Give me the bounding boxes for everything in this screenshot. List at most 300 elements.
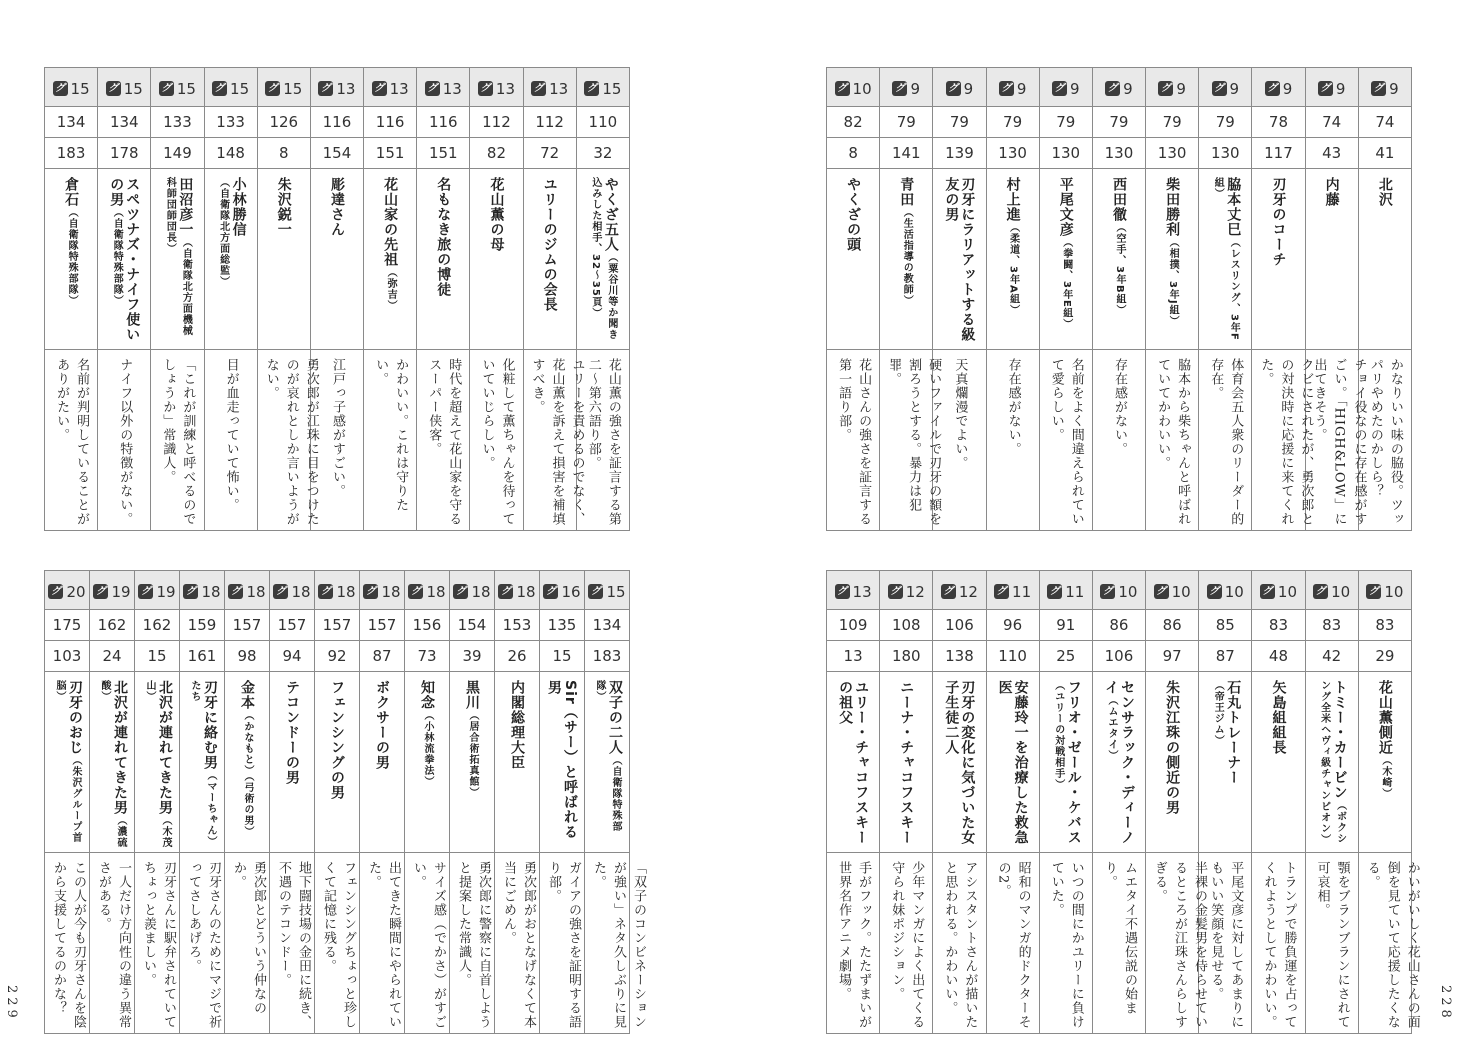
episode-cell: 87: [1199, 641, 1252, 672]
episode-cell: 25: [1039, 641, 1092, 672]
character-name-text: 村上進: [1004, 177, 1021, 222]
character-name-text: 刃牙の変化に気づいた女子生徒二人: [943, 680, 976, 845]
character-name-cell: [880, 672, 933, 853]
character-name-text: 安藤玲一を治療した救急医: [996, 680, 1029, 845]
comment-cell: [90, 853, 135, 1034]
comment-cell: [1039, 350, 1092, 531]
page-cell: 157: [270, 610, 315, 641]
character-name: [939, 169, 979, 349]
volume-number: 16: [561, 582, 581, 601]
character-note: （帝王ジム）: [1212, 680, 1224, 746]
volume-icon: グ: [318, 81, 333, 96]
character-name: [1266, 672, 1290, 759]
comment-text: 出てきた瞬間にやられていた。: [366, 861, 401, 1029]
volume-icon: グ: [888, 584, 903, 599]
volume-number: 18: [426, 582, 446, 601]
character-name-cell: [1252, 672, 1305, 853]
name-row: [827, 672, 1412, 853]
episode-cell: 130: [1092, 138, 1145, 169]
volume-icon: グ: [48, 584, 63, 599]
character-name-cell: [450, 672, 495, 853]
page-cell: 134: [585, 610, 630, 641]
character-name-text: 刃牙のおじ: [67, 680, 83, 755]
page-cell: 135: [540, 610, 585, 641]
volume-number: 19: [156, 582, 176, 601]
comment-cell: [204, 350, 257, 531]
episode-cell: 15: [135, 641, 180, 672]
comment-row: [827, 853, 1412, 1034]
volume-label: [1212, 80, 1240, 98]
page-cell: 83: [1252, 610, 1305, 641]
volume-label: [1265, 80, 1293, 98]
episode-row: [45, 641, 630, 672]
character-name: [415, 672, 439, 791]
volume-row: [827, 571, 1412, 610]
volume-number: 15: [230, 79, 250, 98]
comment-text: 江戸っ子感がすごい。: [329, 358, 345, 498]
episode-cell: 154: [310, 138, 363, 169]
volume-label: [584, 80, 621, 98]
comment-cell: [98, 350, 151, 531]
page-cell: 86: [1092, 610, 1145, 641]
episode-cell: 82: [470, 138, 523, 169]
volume-cell: [880, 571, 933, 610]
episode-cell: 8: [257, 138, 310, 169]
episode-cell: 24: [90, 641, 135, 672]
episode-cell: 15: [540, 641, 585, 672]
character-note: （粟谷川等か聞き込みした相手、32〜35頁）: [589, 177, 617, 340]
episode-cell: 94: [270, 641, 315, 672]
character-name-cell: [360, 672, 405, 853]
volume-number: 18: [381, 582, 401, 601]
character-name: [484, 169, 508, 256]
volume-cell: [151, 68, 204, 107]
character-name-text: 青田: [898, 177, 915, 207]
page-cell: 79: [880, 107, 933, 138]
volume-number: 11: [1012, 582, 1032, 601]
comment-text: フェンシングちょっと珍しくて記憶に残る。: [321, 861, 356, 1029]
volume-icon: グ: [138, 584, 153, 599]
character-note: （ユリーの対戦相手）: [1052, 680, 1064, 790]
character-note: （木崎）: [1379, 755, 1391, 799]
volume-label: [1318, 80, 1346, 98]
volume-label: [588, 583, 625, 601]
page-row: [45, 107, 630, 138]
volume-label: [1105, 80, 1133, 98]
volume-cell: [360, 571, 405, 610]
character-note: （濃硫酸）: [99, 680, 126, 848]
volume-label: [228, 583, 265, 601]
volume-label: [1047, 583, 1084, 601]
character-name: [841, 169, 865, 256]
volume-label: [1158, 80, 1186, 98]
character-name: [272, 169, 296, 241]
episode-row: [827, 138, 1412, 169]
volume-label: [835, 80, 872, 98]
comment-text: 勇次郎とどういう仲なのか。: [231, 861, 266, 1015]
volume-label: [93, 583, 130, 601]
character-name-text: 田沼彦一: [177, 177, 194, 237]
episode-cell: 141: [880, 138, 933, 169]
character-name-cell: [225, 672, 270, 853]
character-note: （柔道、3年A組）: [1007, 222, 1019, 316]
episode-cell: 149: [151, 138, 204, 169]
episode-cell: 97: [1146, 641, 1199, 672]
volume-label: [1260, 583, 1297, 601]
volume-icon: グ: [892, 81, 907, 96]
comment-row: [827, 350, 1412, 531]
volume-cell: [1252, 68, 1305, 107]
page-cell: 116: [364, 107, 417, 138]
volume-cell: [576, 68, 629, 107]
volume-row: [45, 68, 630, 107]
volume-number: 10: [1331, 582, 1351, 601]
comment-cell: [1146, 853, 1208, 1034]
character-note: （空手、3年B組）: [1113, 222, 1125, 316]
volume-cell: [1358, 68, 1411, 107]
volume-icon: グ: [273, 584, 288, 599]
comment-text: 勇次郎が江珠に目をつけたのが哀れとしか言いようがない。: [263, 358, 319, 526]
comment-cell: [180, 853, 225, 1034]
character-name-cell: [151, 169, 204, 350]
volume-label: [273, 583, 310, 601]
character-name-text: 柴田勝利: [1164, 177, 1181, 237]
volume-icon: グ: [498, 584, 513, 599]
volume-number: 15: [283, 79, 303, 98]
volume-label: [994, 583, 1031, 601]
character-name-cell: [933, 672, 986, 853]
volume-cell: [495, 571, 540, 610]
volume-number: 13: [389, 79, 409, 98]
character-name: [431, 169, 455, 301]
character-name-text: 内藤: [1323, 177, 1340, 207]
volume-number: 18: [201, 582, 221, 601]
page-cell: 162: [90, 610, 135, 641]
character-name-cell: [180, 672, 225, 853]
character-name: [211, 169, 251, 349]
character-name: [137, 672, 177, 852]
comment-cell: [986, 350, 1039, 531]
character-table-left-top: [44, 67, 630, 531]
volume-icon: グ: [159, 81, 174, 96]
character-note: （かなもと）（弓術の男）: [242, 710, 253, 837]
character-name-text: スペツナズ・ナイフ使いの男: [108, 177, 141, 342]
volume-cell: [225, 571, 270, 610]
character-name-text: フリオ・ゼール・ケバス: [1065, 680, 1082, 845]
page-cell: 159: [180, 610, 225, 641]
character-name: [1099, 672, 1139, 852]
volume-cell: [523, 68, 576, 107]
volume-number: 18: [291, 582, 311, 601]
page-cell: 175: [45, 610, 90, 641]
page-cell: 74: [1358, 107, 1411, 138]
volume-cell: [540, 571, 585, 610]
volume-label: [318, 80, 355, 98]
comment-text: 「これが訓練と呼べるのでしょうか」常識人。: [160, 358, 196, 526]
character-name-cell: [98, 169, 151, 350]
comment-cell: [1146, 350, 1199, 531]
volume-label: [53, 80, 90, 98]
page-row: [45, 610, 630, 641]
character-name: [505, 672, 529, 774]
character-name-cell: [417, 169, 470, 350]
episode-cell: 106: [1092, 641, 1145, 672]
character-name: [92, 672, 132, 852]
comment-cell: [1039, 853, 1092, 1034]
character-name: [370, 672, 394, 774]
comment-cell: [933, 853, 986, 1034]
episode-cell: 110: [986, 641, 1039, 672]
comment-text: 刃牙さんのためにマジで祈ってさしあげろ。: [186, 861, 221, 1029]
character-name-text: 彫達さん: [328, 177, 345, 237]
character-name-cell: [1146, 169, 1199, 350]
comment-cell: [523, 350, 585, 531]
volume-label: [159, 80, 196, 98]
comment-text: チョイ役なのに存在感がすごい。「HIGH&LOW」に出てきそう。: [1311, 358, 1367, 526]
volume-icon: グ: [1207, 584, 1222, 599]
episode-cell: 39: [450, 641, 495, 672]
character-name: [59, 169, 83, 310]
character-name: [833, 672, 873, 852]
page-cell: 157: [315, 610, 360, 641]
character-name-text: 刃牙に絡む男: [202, 680, 218, 770]
character-name-cell: [364, 169, 417, 350]
episode-cell: 32: [576, 138, 629, 169]
character-name-text: 知念: [419, 680, 435, 710]
volume-label: [363, 583, 400, 601]
volume-label: [1100, 583, 1137, 601]
episode-cell: 151: [364, 138, 417, 169]
character-name: [1160, 672, 1184, 819]
episode-cell: 98: [225, 641, 270, 672]
volume-cell: [417, 68, 470, 107]
volume-icon: グ: [478, 81, 493, 96]
page-cell: 156: [405, 610, 450, 641]
page-cell: 83: [1358, 610, 1411, 641]
character-note: （朱沢グループ首脳）: [54, 680, 81, 843]
character-name: [378, 169, 402, 315]
character-name-cell: [1305, 672, 1358, 853]
volume-cell: [933, 571, 986, 610]
character-note: （自衛隊北方面総監）: [217, 177, 229, 287]
character-name-text: Sir（サー）と呼ばれる男: [546, 680, 578, 840]
volume-cell: [1305, 68, 1358, 107]
volume-icon: グ: [408, 584, 423, 599]
volume-icon: グ: [106, 81, 121, 96]
character-name-text: ユリー・チャコフスキーの祖父: [837, 680, 870, 845]
page-cell: 134: [45, 107, 98, 138]
comment-cell: [540, 853, 585, 1034]
page-cell: 110: [576, 107, 629, 138]
volume-number: 10: [1277, 582, 1297, 601]
volume-icon: グ: [1100, 584, 1115, 599]
page-cell: 133: [204, 107, 257, 138]
character-note: （拳闘、3年E組）: [1060, 237, 1072, 330]
character-name-cell: [576, 169, 629, 350]
comment-cell: [1092, 350, 1145, 531]
character-name: [939, 672, 979, 852]
page-cell: 79: [986, 107, 1039, 138]
character-name-cell: [204, 169, 257, 350]
volume-icon: グ: [228, 584, 243, 599]
comment-cell: [495, 853, 540, 1034]
character-name-cell: [1305, 169, 1358, 350]
character-name-text: 北沢が連れてきた男: [157, 680, 173, 815]
comment-text: 勇次郎に警察に自首しようと提案した常識人。: [456, 861, 491, 1029]
episode-cell: 138: [933, 641, 986, 672]
volume-icon: グ: [1260, 584, 1275, 599]
comment-text: かいがいしく花山さんの面倒を見ていて応援したくなる。: [1364, 861, 1420, 1029]
volume-icon: グ: [265, 81, 280, 96]
comment-text: ナイフ以外の特徴がない。: [117, 358, 133, 526]
volume-icon: グ: [318, 584, 333, 599]
character-name: [182, 672, 222, 852]
episode-cell: 148: [204, 138, 257, 169]
volume-cell: [310, 68, 363, 107]
volume-cell: [1199, 68, 1252, 107]
episode-cell: 180: [880, 641, 933, 672]
volume-label: [106, 80, 143, 98]
character-name-text: 倉石: [63, 177, 80, 207]
comment-text: 体育会五人衆のリーダー的存在。: [1208, 358, 1244, 526]
volume-number: 11: [1065, 582, 1085, 601]
volume-cell: [315, 571, 360, 610]
comment-cell: [270, 853, 315, 1034]
episode-cell: 130: [1039, 138, 1092, 169]
volume-label: [265, 80, 302, 98]
episode-cell: 117: [1252, 138, 1305, 169]
comment-text: 化粧して薫ちゃんを待っていていじらしい。: [479, 358, 515, 526]
comment-text: 手がフック。たたずまいが世界名作アニメ劇場。: [836, 861, 872, 1029]
volume-icon: グ: [1366, 584, 1381, 599]
volume-number: 15: [123, 79, 143, 98]
character-name-text: ユリーのジムの会長: [541, 177, 558, 312]
character-name: [325, 672, 349, 804]
character-name: [1001, 169, 1025, 320]
character-name-cell: [1146, 672, 1199, 853]
page-cell: 85: [1199, 610, 1252, 641]
volume-icon: グ: [531, 81, 546, 96]
comment-text: 一人だけ方向性の違う異常さがある。: [96, 861, 131, 1029]
volume-number: 10: [1224, 582, 1244, 601]
volume-number: 12: [958, 582, 978, 601]
volume-icon: グ: [1371, 81, 1386, 96]
comment-text: ユリーを責めるのでなく、花山薫を訴えて損害を補填すべき。: [529, 358, 585, 526]
comment-text: 天真爛漫でよい。: [952, 358, 968, 470]
volume-row: [827, 68, 1412, 107]
volume-number: 10: [852, 79, 872, 98]
episode-cell: 13: [827, 641, 880, 672]
name-row: [827, 169, 1412, 350]
character-name-text: ボクサーの男: [374, 680, 390, 770]
character-name-cell: [470, 169, 523, 350]
comment-cell: [405, 853, 450, 1034]
page-cell: 109: [827, 610, 880, 641]
volume-number: 18: [336, 582, 356, 601]
episode-cell: 103: [45, 641, 90, 672]
character-name: [325, 169, 349, 241]
page-cell: 79: [1092, 107, 1145, 138]
episode-cell: 92: [315, 641, 360, 672]
comment-cell: [880, 350, 942, 531]
volume-cell: [1092, 571, 1145, 610]
volume-label: [48, 583, 85, 601]
page-cell: 112: [470, 107, 523, 138]
character-name: [894, 672, 918, 849]
character-note: （ムエタイ）: [1105, 695, 1117, 761]
volume-number: 13: [495, 79, 515, 98]
episode-row: [45, 138, 630, 169]
comment-text: 名前が判明していることがありがたい。: [54, 358, 90, 526]
character-name-text: 石丸トレーナー: [1225, 680, 1242, 785]
volume-label: [212, 80, 249, 98]
page-cell: 157: [225, 610, 270, 641]
volume-cell: [986, 571, 1039, 610]
character-name-text: テコンドーの男: [284, 680, 300, 785]
character-name-cell: [827, 672, 880, 853]
comment-text: 半裸の金髪男を侍らせているところが江珠さんらしすぎる。: [1152, 861, 1208, 1029]
episode-cell: 41: [1358, 138, 1411, 169]
comment-cell: [45, 853, 90, 1034]
comment-text: 刃牙さんに駅弁されていてちょっと羨ましい。: [141, 861, 176, 1029]
page-cell: 154: [450, 610, 495, 641]
volume-label: [1366, 583, 1403, 601]
volume-cell: [98, 68, 151, 107]
episode-cell: 29: [1358, 641, 1411, 672]
character-name-cell: [257, 169, 310, 350]
character-name-text: 内閣総理大臣: [509, 680, 525, 770]
character-name-text: 花山家の先祖: [382, 177, 399, 267]
character-name-cell: [880, 169, 933, 350]
character-name-cell: [405, 672, 450, 853]
page-cell: 91: [1039, 610, 1092, 641]
character-name-text: やくざの頭: [845, 177, 862, 252]
volume-number: 9: [1123, 79, 1133, 98]
character-name-cell: [1092, 169, 1145, 350]
volume-cell: [90, 571, 135, 610]
character-name-text: 花山薫の母: [488, 177, 505, 252]
volume-cell: [585, 571, 630, 610]
comment-text: 時代を超えて花山家を守るスーパー侠客。: [426, 358, 462, 526]
volume-icon: グ: [372, 81, 387, 96]
volume-cell: [135, 571, 180, 610]
character-note: （自衛隊特殊部隊）: [66, 207, 78, 306]
volume-label: [372, 80, 409, 98]
volume-icon: グ: [1158, 81, 1173, 96]
comment-text: 存在感がない。: [1111, 358, 1127, 456]
character-name-cell: [1039, 169, 1092, 350]
page-cell: 153: [495, 610, 540, 641]
comment-text: 「双子のコンビネーションが強い」ネタ久しぶりに見た。: [591, 861, 646, 1029]
volume-number: 9: [1282, 79, 1293, 98]
page-cell: 112: [523, 107, 576, 138]
comment-cell: [135, 853, 180, 1034]
volume-icon: グ: [1047, 584, 1062, 599]
character-name-text: 北沢: [1376, 177, 1393, 207]
episode-row: [827, 641, 1412, 672]
volume-cell: [1252, 571, 1305, 610]
volume-number: 18: [246, 582, 266, 601]
volume-icon: グ: [183, 584, 198, 599]
volume-cell: [986, 68, 1039, 107]
character-name: [1320, 169, 1344, 211]
character-name: [583, 169, 623, 349]
character-name: [1373, 672, 1397, 803]
volume-label: [892, 80, 920, 98]
character-name-text: 平尾文彦: [1057, 177, 1074, 237]
character-note: （自衛隊特殊部隊）: [594, 680, 621, 832]
character-name-text: 北沢が連れてきた男: [112, 680, 128, 815]
